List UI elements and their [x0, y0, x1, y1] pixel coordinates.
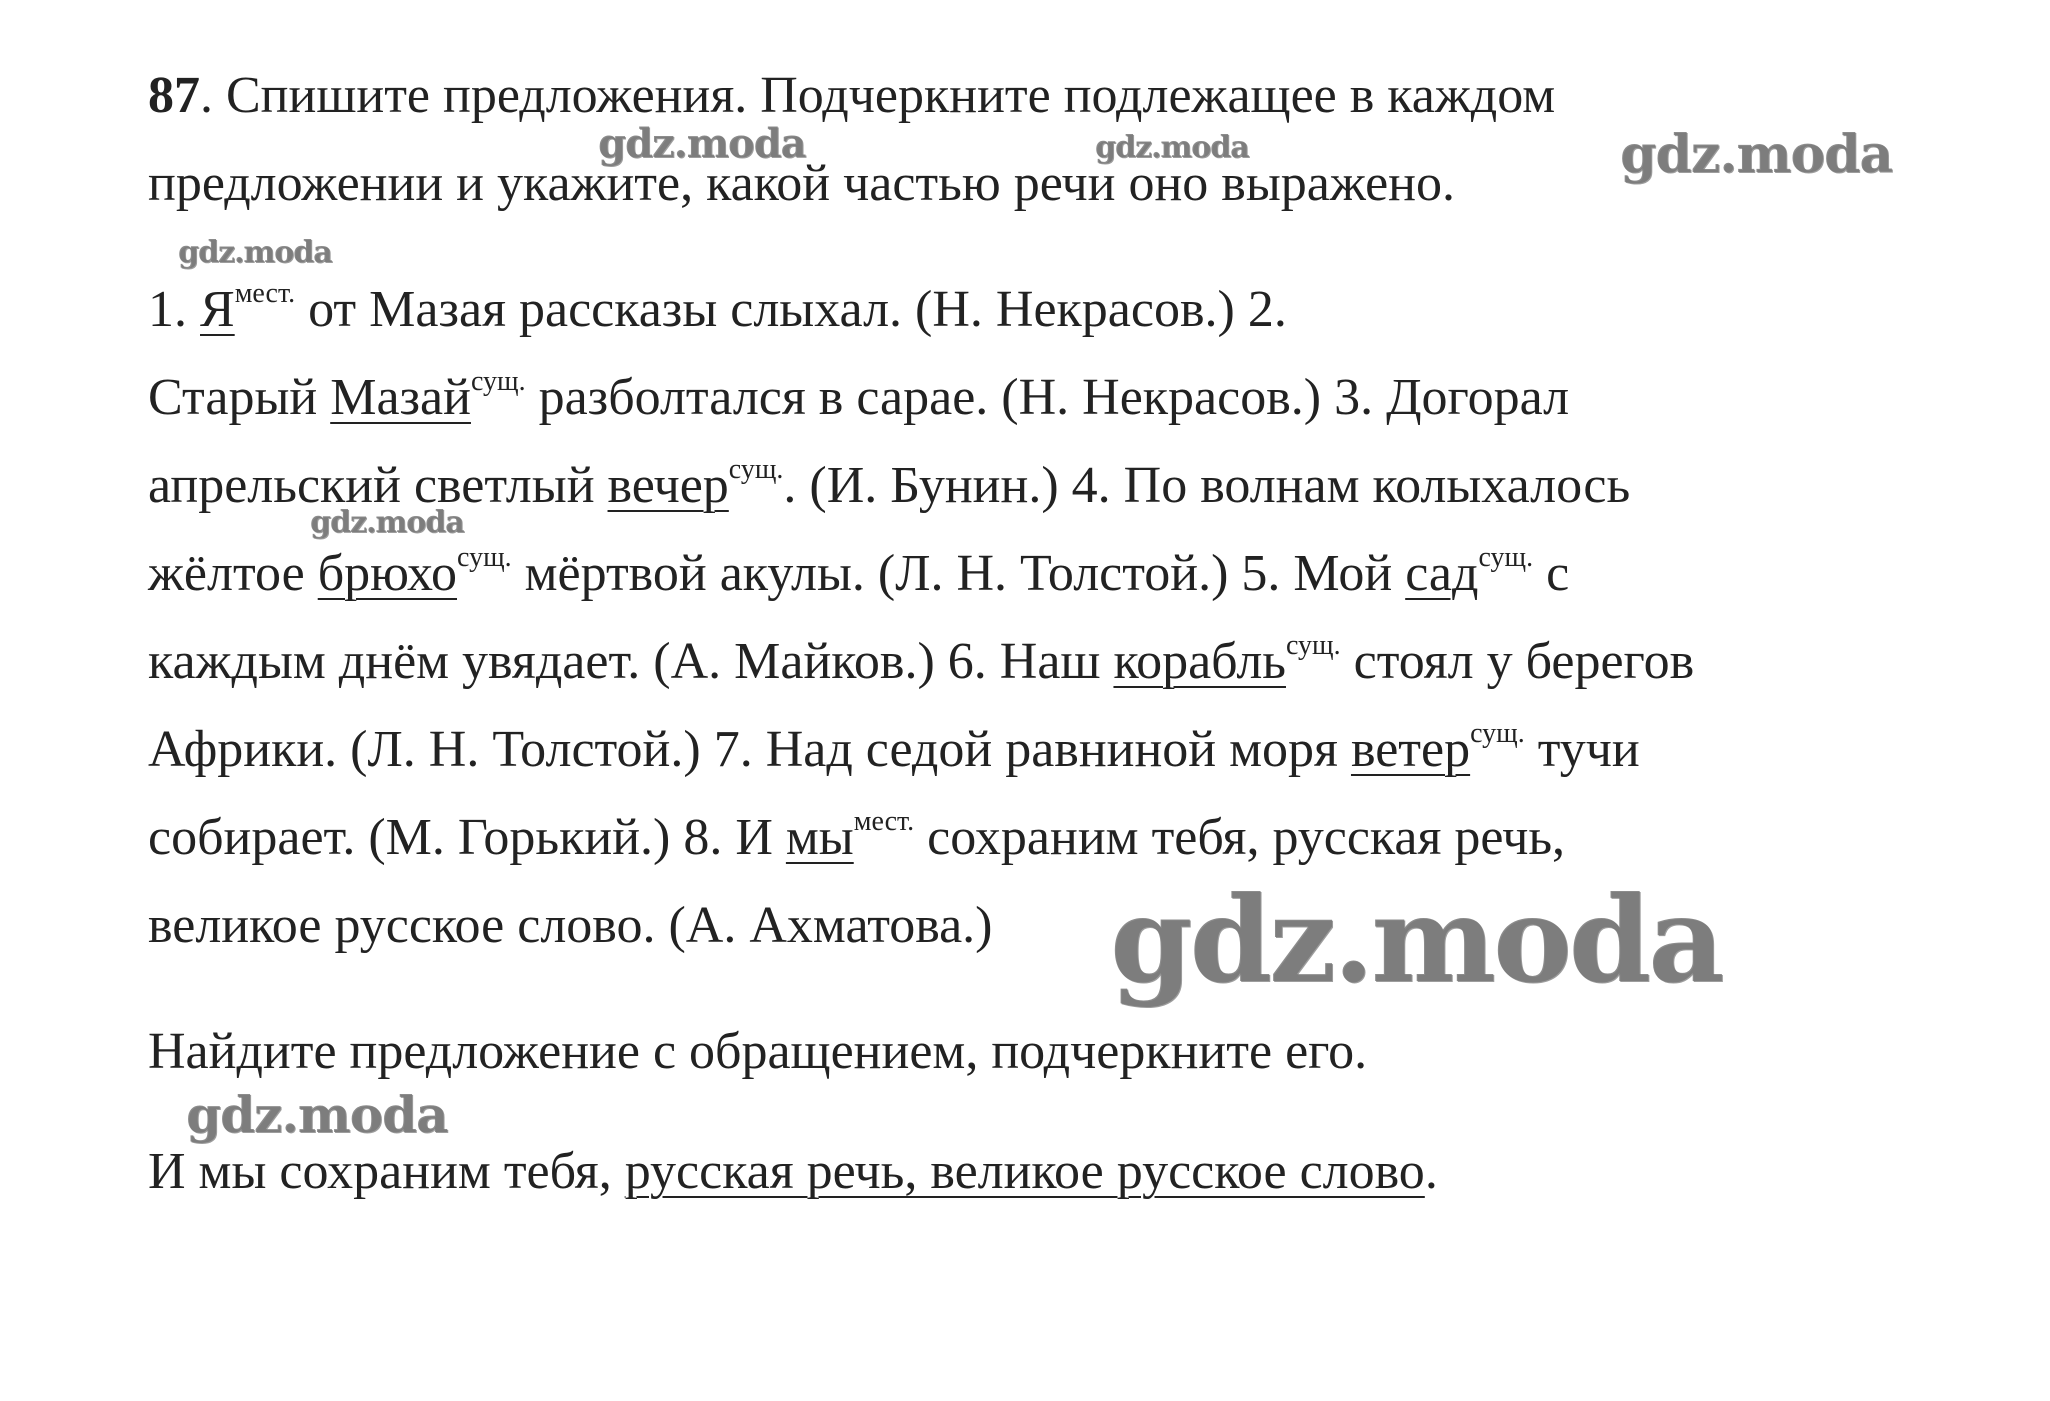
watermark-logo: gdz.moda	[178, 235, 332, 270]
subject-word: мы	[785, 809, 854, 866]
part-of-speech-label: сущ.	[728, 453, 784, 485]
part-of-speech-label: мест.	[853, 805, 915, 837]
sentence-line: Старый Мазай$^{сущ.}$ разболтался в сарае. (Н. Некрасов.) 3. Догорал	[148, 365, 1570, 426]
part-of-speech-label: сущ.	[457, 541, 512, 573]
subject-word: Я	[200, 281, 235, 338]
subject-word: Мазай	[330, 369, 471, 426]
instruction-line-2: предложении и укажите, какой частью речи оно выражено.	[148, 155, 1456, 212]
subject-word: корабль	[1113, 633, 1286, 690]
sentence-line: 1. $Я^{мест.}$ от Мазая рассказы слыхал. (Н. Некрасов.) 2.	[148, 277, 1287, 338]
part-of-speech-label: сущ.	[1285, 629, 1341, 661]
part-of-speech-label: мест.	[234, 277, 296, 309]
task-number: 87	[148, 67, 200, 124]
watermark-logo: gdz.moda	[186, 1085, 448, 1144]
sentence-line: собирает. (М. Горький.) 8. И $мы^{мест.}$ сохраним тебя, русская речь,	[148, 805, 1566, 866]
task2-answer: И мы сохраним тебя, русская речь, великое русское слово.	[148, 1143, 1438, 1200]
subject-word: сад	[1405, 545, 1479, 602]
sentence-line: каждым днём увядает. (А. Майков.) 6. Наш корабль$^{сущ.}$ стоял у берегов	[148, 629, 1695, 690]
part-of-speech-label: сущ.	[1470, 717, 1525, 749]
sentences-block	[148, 266, 2018, 970]
instruction-line-1: . Спишите предложения. Подчеркните подлежащее в каждом	[200, 67, 1556, 124]
subject-word: брюхо	[317, 545, 458, 602]
watermark-logo: gdz.moda	[1620, 124, 1893, 185]
sentence-line: великое русское слово. (А. Ахматова.)	[148, 897, 993, 954]
watermark-logo: gdz.moda	[1095, 130, 1249, 165]
part-of-speech-label: сущ.	[1478, 541, 1534, 573]
watermark-logo: gdz.moda	[598, 120, 806, 167]
sentence-line: жёлтое брюхо$^{сущ.}$ мёртвой акулы. (Л. Н. Толстой.) 5. Мой сад$^{сущ.}$ с	[148, 541, 1570, 602]
subject-word: вечер	[607, 457, 729, 514]
address-phrase: русская речь, великое русское слово	[624, 1143, 1425, 1200]
watermark-logo: gdz.moda	[1110, 870, 1722, 1009]
watermark-logo: gdz.moda	[310, 505, 464, 540]
sentence-line: апрельский светлый вечер$^{сущ.}$. (И. Бунин.) 4. По волнам колыхалось	[148, 453, 1631, 514]
task2-question: Найдите предложение с обращением, подчеркните его.	[148, 1023, 1368, 1080]
part-of-speech-label: сущ.	[470, 365, 526, 397]
subject-word: ветер	[1350, 721, 1471, 778]
sentence-line: Африки. (Л. Н. Толстой.) 7. Над седой равниной моря ветер$^{сущ.}$ тучи	[148, 717, 1640, 778]
